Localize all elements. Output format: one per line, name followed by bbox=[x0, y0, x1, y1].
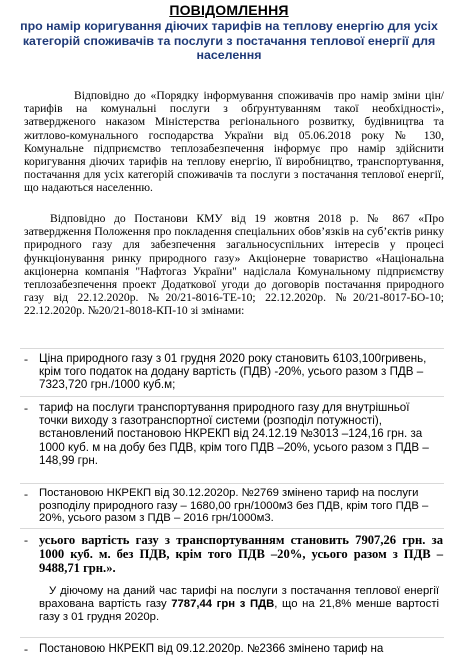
paragraph-current-tariff bbox=[39, 585, 439, 623]
separator-line bbox=[20, 483, 444, 484]
bullet-dash: - bbox=[24, 487, 28, 501]
paragraph-current-tariff-end: , що на 21,8% менше вартості газу з 01 грудня 2020р. bbox=[39, 597, 439, 623]
document-title: ПОВІДОМЛЕННЯ bbox=[169, 2, 289, 18]
bullet-item-distribution-change: Постановою НКРЕКП від 09.12.2020р. №2366 змінено тариф на bbox=[39, 642, 384, 655]
bullet-dash: - bbox=[24, 642, 28, 656]
paragraph-naftogaz: Відповідно до Постанови КМУ від 19 жовтня 2018 р. № 867 «Про затвердження Положення про покладення спеціальних обов’язків на суб’єктів ринку природного газу для забезпечення загальносуспільних інтересів у процесі функціонування ринку природного газу» Акціонерне товариство «Національна акціонерна компанія "Нафтогаз України" надіслала Комунальному підприємству теплозабезпечення проект Додаткової угоди до договорів постачання природного газу від 22.12.2020р. №20/21-8016-ТЕ-10; 22.12.2020р. №20/21-8017-БО-10; 22.12.2020р. №20/21-8018-КП-10 зі змінами: bbox=[24, 212, 444, 318]
bullet-item-distribution-tariff: Постановою НКРЕКП від 30.12.2020р. №2769 змінено тариф на послуги розподілу природного газу – 1680,00 грн/1000м3 без ПДВ, крім того ПДВ – 20%, усього разом з ПДВ – 2016 грн/1000м3. bbox=[39, 487, 429, 524]
bullet-item-total-cost: усього вартість газу з транспортуванням становить 7907,26 грн. за 1000 куб. м. без ПДВ, крім того ПДВ –20%, усього разом з ПДВ –9488,71 грн.». bbox=[39, 533, 443, 576]
bullet-item-transport-tariff: тариф на послуги транспортування природного газу для внутрішньої точки виходу з газотранспортної системи (розподіл потужності), встановлений постановою НКРЕКП від 24.12.19 №3013 –124,16 грн. за 1000 куб. м на добу без ПДВ, крім того ПДВ –20%, усього разом з ПДВ –148,99 грн. bbox=[39, 401, 429, 467]
separator-line bbox=[20, 396, 444, 397]
paragraph-intro: Відповідно до «Порядку інформування споживачів про намір зміни цін/тарифів на комунальні послуги з обґрунтуванням такої необхідності», затвердженого наказом Міністерства регіонального розвитку, будівництва та житлово-комунального господарства України від 05.06.2018 року № 130, Комунальне підприємство теплозабезпечення інформує про намір здійснити коригування діючих тарифів на теплову енергію, її виробництво, транспортування, постачання для усіх категорій споживачів та послуги з постачання теплової енергії, що надаються населенню. bbox=[24, 89, 444, 195]
paragraph-current-tariff-start: У діючому на даний час тарифі на послуги з постачання теплової енергії врахована вартість газу bbox=[39, 585, 439, 610]
bullet-item-gas-price: Ціна природного газу з 01 грудня 2020 року становить 6103,100гривень, крім того податок на додану вартість (ПДВ) -20%, усього разом з ПДВ –7323,720 грн./1000 куб.м; bbox=[39, 352, 427, 392]
separator-line bbox=[20, 637, 444, 638]
gas-cost-value: 7787,44 грн з ПДВ bbox=[171, 597, 275, 610]
separator-line bbox=[20, 528, 444, 529]
document-subtitle: про намір коригування діючих тарифів на теплову енергію для усіх категорій споживачів та послуги з постачання теплової енергії для населення bbox=[20, 19, 438, 62]
separator-line bbox=[20, 348, 444, 349]
bullet-dash: - bbox=[24, 401, 28, 415]
bullet-dash: - bbox=[24, 352, 28, 366]
bullet-dash: - bbox=[24, 533, 28, 547]
